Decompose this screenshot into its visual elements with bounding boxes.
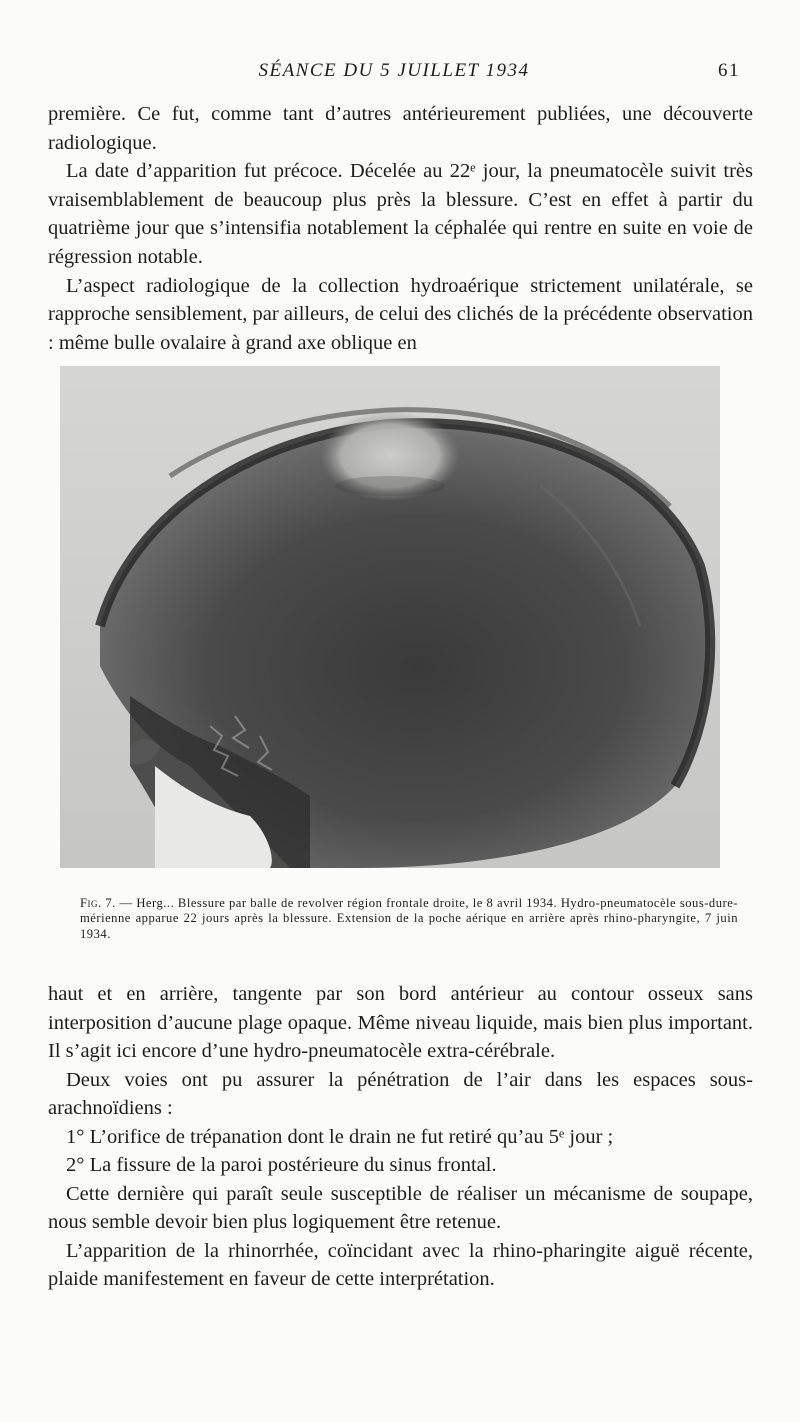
paragraph: haut et en arrière, tangente par son bord antérieur au contour osseux sans interposition d’aucune plage opaque. Même niveau liquide, mais bien plus important. Il s’agit ici encore d’une hydro-pneumatocèle extra-cérébrale. <box>48 983 753 1062</box>
figure-label: Fig. 7. — <box>80 896 133 910</box>
body-text-top <box>48 100 753 357</box>
running-header <box>48 60 740 84</box>
paragraph: L’apparition de la rhinorrhée, coïncidant avec la rhino-pharingite aiguë récente, plaide manifestement en faveur de cette interprétation. <box>48 1239 753 1290</box>
list-item: 1° L’orifice de trépanation dont le drain ne fut retiré qu’au 5ᵉ jour ; <box>66 1125 614 1148</box>
figure-caption-text: Herg... Blessure par balle de revolver région frontale droite, le 8 avril 1934. Hydro-pneumatocèle sous-dure-mérienne apparue 22 jours après la blessure. Extension de la poche aérique en arrière après rhino-pharyngite, 7 juin 1934. <box>80 896 738 941</box>
paragraph: La date d’apparition fut précoce. Décelée au 22ᵉ jour, la pneumatocèle suivit très vraisemblablement de beaucoup plus près la blessure. C’est en effet à partir du quatrième jour que s’intensifia notablement la céphalée qui rentre en suite en voie de régression notable. <box>48 160 753 268</box>
body-text-bottom <box>48 980 753 1294</box>
figure-caption <box>80 896 738 942</box>
skull-radiograph-image <box>60 366 720 868</box>
paragraph: première. Ce fut, comme tant d’autres antérieurement publiées, une découverte radiologique. <box>48 103 753 154</box>
paragraph: Deux voies ont pu assurer la pénétration de l’air dans les espaces sous-arachnoïdiens : <box>48 1068 753 1119</box>
page-number: 61 <box>718 60 740 81</box>
paragraph: L’aspect radiologique de la collection hydroaérique strictement unilatérale, se rapproche sensiblement, par ailleurs, de celui des clichés de la précédente observation : même bulle ovalaire à grand axe oblique en <box>48 274 753 354</box>
list-item: 2° La fissure de la paroi postérieure du sinus frontal. <box>66 1154 497 1176</box>
paragraph: Cette dernière qui paraît seule susceptible de réaliser un mécanisme de soupape, nous semble devoir bien plus logiquement être retenue. <box>48 1182 753 1233</box>
running-title: SÉANCE DU 5 JUILLET 1934 <box>258 60 530 81</box>
